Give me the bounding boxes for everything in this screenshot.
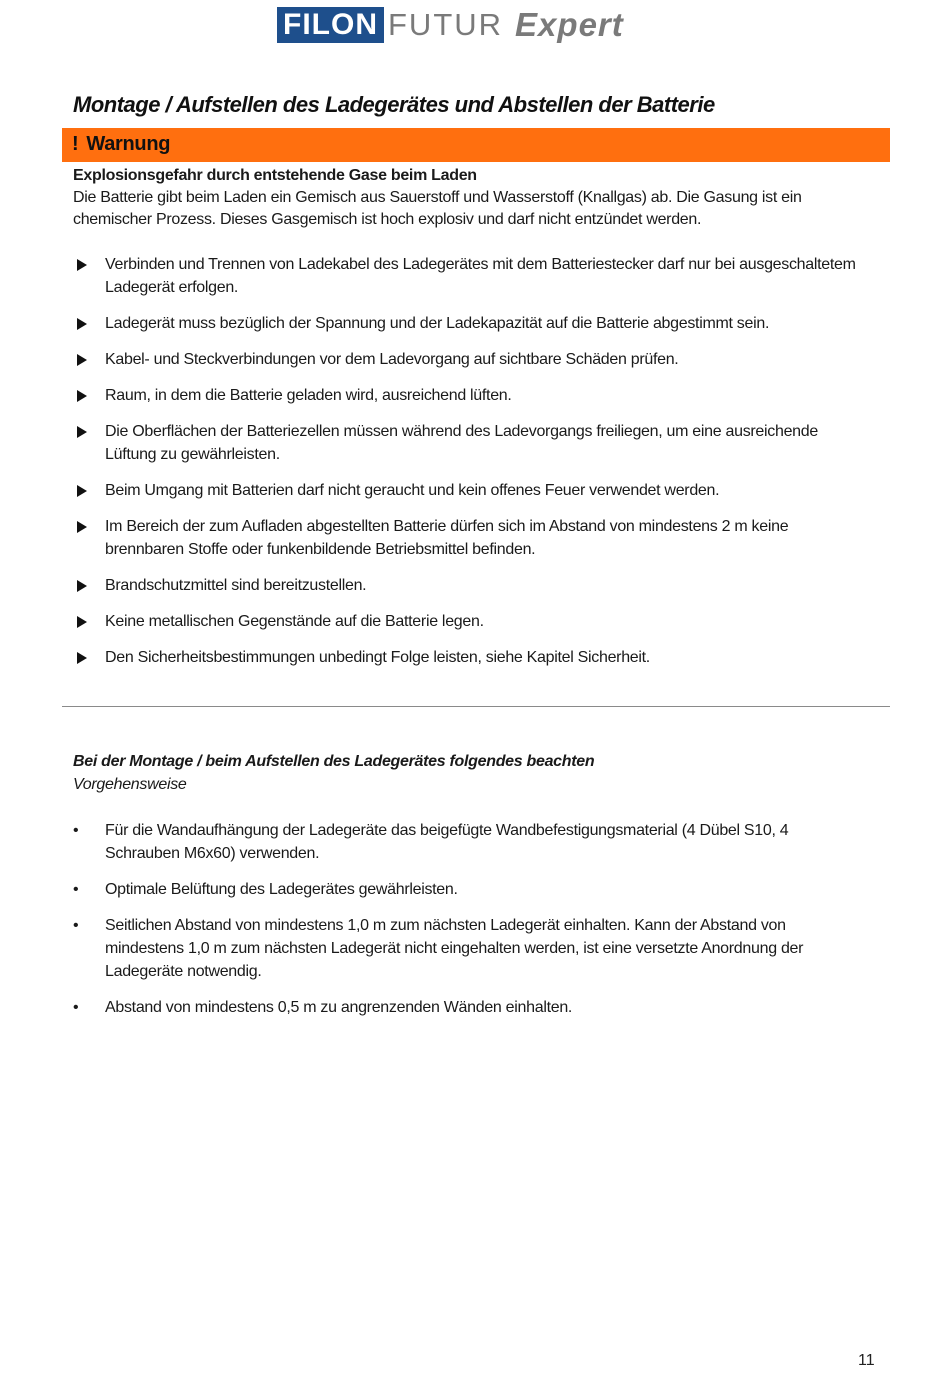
- procedure-item-text: Für die Wandaufhängung der Ladegeräte das beigefügte Wandbefestigungsmaterial (4 Dübel S10, 4 Schrauben M6x60) verwenden.: [105, 822, 789, 862]
- safety-item-text: Verbinden und Trennen von Ladekabel des Ladegerätes mit dem Batteriestecker darf nur bei ausgeschaltetem Ladegerät erfolgen.: [105, 256, 856, 296]
- procedure-list: [73, 819, 863, 1019]
- procedure-item: [73, 996, 863, 1019]
- hazard-title: Explosionsgefahr durch entstehende Gase beim Laden: [73, 167, 477, 184]
- bullet-icon: •: [73, 822, 79, 839]
- bullet-icon: •: [73, 917, 79, 934]
- section-divider: [62, 706, 890, 707]
- triangle-right-icon: [77, 652, 87, 664]
- safety-item: [73, 610, 863, 633]
- triangle-right-icon: [77, 485, 87, 497]
- warning-label: [72, 133, 170, 156]
- safety-item: [73, 384, 863, 407]
- triangle-right-icon: [77, 616, 87, 628]
- safety-item-text: Raum, in dem die Batterie geladen wird, ausreichend lüften.: [105, 387, 512, 404]
- procedure-item-text: Seitlichen Abstand von mindestens 1,0 m zum nächsten Ladegerät einhalten. Kann der Abstand von mindestens 1,0 m zum nächsten Ladegerät nicht eingehalten werden, ist eine versetzte Anordnung der Ladegeräte notwendig.: [105, 917, 804, 980]
- procedure-item: [73, 878, 863, 901]
- triangle-right-icon: [77, 580, 87, 592]
- triangle-right-icon: [77, 521, 87, 533]
- triangle-right-icon: [77, 354, 87, 366]
- safety-item-text: Beim Umgang mit Batterien darf nicht geraucht und kein offenes Feuer verwendet werden.: [105, 482, 720, 499]
- procedure-item: [73, 819, 863, 865]
- logo-futur: FUTUR: [388, 7, 504, 42]
- bullet-icon: •: [73, 999, 79, 1016]
- section2-subtitle: Vorgehensweise: [73, 776, 187, 793]
- triangle-right-icon: [77, 259, 87, 271]
- logo-filon: FILON: [277, 7, 384, 43]
- safety-item: [73, 574, 863, 597]
- safety-item: [73, 420, 863, 466]
- exclamation-icon: !: [72, 133, 79, 155]
- safety-item-text: Die Oberflächen der Batteriezellen müssen während des Ladevorgangs freiliegen, um eine ausreichende Lüftung zu gewährleisten.: [105, 423, 818, 463]
- safety-item-text: Kabel- und Steckverbindungen vor dem Ladevorgang auf sichtbare Schäden prüfen.: [105, 351, 679, 368]
- safety-item: [73, 348, 863, 371]
- safety-item-text: Ladegerät muss bezüglich der Spannung und der Ladekapazität auf die Batterie abgestimmt sein.: [105, 315, 770, 332]
- procedure-item-text: Abstand von mindestens 0,5 m zu angrenzenden Wänden einhalten.: [105, 999, 573, 1016]
- safety-item: [73, 312, 863, 335]
- brand-logo: [277, 6, 624, 44]
- safety-item: [73, 646, 863, 669]
- page-number: 11: [858, 1352, 875, 1369]
- bullet-icon: •: [73, 881, 79, 898]
- page-title: Montage / Aufstellen des Ladegerätes und Abstellen der Batterie: [73, 92, 715, 117]
- safety-item-text: Keine metallischen Gegenstände auf die Batterie legen.: [105, 613, 484, 630]
- triangle-right-icon: [77, 390, 87, 402]
- section2-title: Bei der Montage / beim Aufstellen des Ladegerätes folgendes beachten: [73, 753, 595, 770]
- safety-item: [73, 253, 863, 299]
- triangle-right-icon: [77, 318, 87, 330]
- safety-item: [73, 515, 863, 561]
- triangle-right-icon: [77, 426, 87, 438]
- safety-item-text: Den Sicherheitsbestimmungen unbedingt Folge leisten, siehe Kapitel Sicherheit.: [105, 649, 650, 666]
- logo-expert: Expert: [515, 6, 624, 43]
- safety-instructions-list: [73, 253, 863, 669]
- safety-item: [73, 479, 863, 502]
- procedure-item-text: Optimale Belüftung des Ladegerätes gewährleisten.: [105, 881, 458, 898]
- procedure-item: [73, 914, 863, 983]
- safety-item-text: Im Bereich der zum Aufladen abgestellten Batterie dürfen sich im Abstand von mindestens 2 m keine brennbaren Stoffe oder funkenbildende Betriebsmittel befinden.: [105, 518, 789, 558]
- hazard-description: [73, 165, 873, 231]
- safety-item-text: Brandschutzmittel sind bereitzustellen.: [105, 577, 367, 594]
- hazard-text: Die Batterie gibt beim Laden ein Gemisch aus Sauerstoff und Wasserstoff (Knallgas) ab. Die Gasung ist ein chemischer Prozess. Dieses Gasgemisch ist hoch explosiv und darf nicht entzündet werden.: [73, 189, 802, 228]
- warning-label-text: Warnung: [86, 133, 171, 155]
- warning-banner: [62, 128, 890, 162]
